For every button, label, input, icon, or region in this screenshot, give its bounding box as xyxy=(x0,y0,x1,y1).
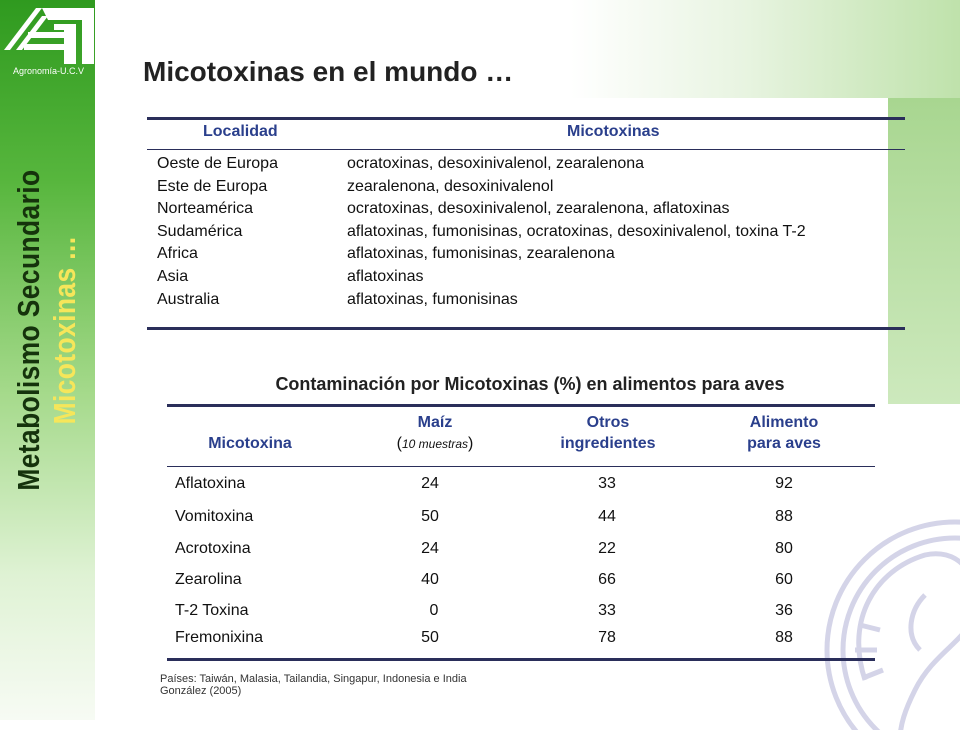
table2-row-name: Acrotoxina xyxy=(175,540,251,557)
sidebar-vertical-title xyxy=(2,120,92,540)
table2-cell-alimento: 80 xyxy=(775,540,793,557)
table2-cell-alimento: 88 xyxy=(775,508,793,525)
table2-row-name: Vomitoxina xyxy=(175,508,254,525)
table2-header-alimento-line2: para aves xyxy=(747,435,821,452)
table1-header-micotoxinas: Micotoxinas xyxy=(567,123,660,140)
table1-toxins: ocratoxinas, desoxinivalenol, zearalenona xyxy=(347,155,645,172)
university-emblem-watermark-icon xyxy=(805,500,960,730)
table2-header-micotoxina-label: Micotoxina xyxy=(208,435,292,452)
table2-cell-alimento: 92 xyxy=(775,475,793,492)
table2-cell-maiz: 0 xyxy=(429,602,439,619)
logo-caption: Agronomía-U.C.V xyxy=(12,66,85,76)
table2-header-otros-line2: ingredientes xyxy=(560,435,656,452)
sidebar-title-line2: Micotoxinas ... xyxy=(47,236,82,424)
table1-region: Norteamérica xyxy=(157,200,254,218)
table2-cell-otros: 78 xyxy=(598,629,616,646)
table1-region: Sudamérica xyxy=(157,222,243,240)
table2-note-citation: González (2005) xyxy=(160,685,242,697)
table1-top-rule xyxy=(147,117,905,120)
table1-toxins: zearalenona, desoxinivalenol xyxy=(347,177,554,195)
table2-top-rule xyxy=(167,404,875,407)
table2-title: Contaminación por Micotoxinas (%) en alimentos para aves xyxy=(275,374,785,394)
table1-toxins: aflatoxinas, fumonisinas, ocratoxinas, desoxinivalenol, toxina T-2 xyxy=(347,222,806,240)
table2-note-countries: Países: Taiwán, Malasia, Tailandia, Singapur, Indonesia e India xyxy=(160,673,467,685)
table2-cell-otros: 66 xyxy=(598,571,616,588)
table2-cell-maiz: 40 xyxy=(421,571,439,588)
table2-cell-alimento: 60 xyxy=(775,571,793,588)
table2-header-maiz-line2: (10 muestras) xyxy=(396,435,474,452)
table2-row-name: Zearolina xyxy=(175,571,242,588)
table1-region: Asia xyxy=(157,267,189,285)
sidebar xyxy=(0,0,95,720)
table2-cell-otros: 33 xyxy=(598,475,616,492)
table1-toxins: aflatoxinas xyxy=(347,267,424,285)
table1-region: Africa xyxy=(157,245,198,263)
table1-toxins: ocratoxinas, desoxinivalenol, zearalenona, aflatoxinas xyxy=(347,200,730,218)
table2-header-alimento-line1: Alimento xyxy=(749,414,819,431)
table2-cell-maiz: 50 xyxy=(421,629,439,646)
table2-row-name: T-2 Toxina xyxy=(175,602,249,619)
table2-cell-alimento: 36 xyxy=(775,602,793,619)
agronomia-logo-icon xyxy=(2,2,96,66)
table1-bottom-rule xyxy=(147,327,905,330)
table2-cell-maiz: 24 xyxy=(421,540,439,557)
table2-header-alimento xyxy=(724,412,844,454)
table2-header-micotoxina xyxy=(190,433,310,454)
table1-toxins: aflatoxinas, fumonisinas xyxy=(347,290,518,308)
table2-source-note xyxy=(160,673,467,697)
table1-region: Este de Europa xyxy=(157,177,268,195)
page-title: Micotoxinas en el mundo … xyxy=(143,56,514,87)
table2-cell-otros: 44 xyxy=(598,508,616,525)
table2-cell-otros: 22 xyxy=(598,540,616,557)
table2-header-otros xyxy=(548,412,668,454)
table2-cell-maiz: 24 xyxy=(421,475,439,492)
table2-cell-otros: 33 xyxy=(598,602,616,619)
table2-header-rule xyxy=(167,466,875,467)
table1-region-column xyxy=(157,153,278,311)
table2-cell-alimento: 88 xyxy=(775,629,793,646)
sidebar-title-line1: Metabolismo Secundario xyxy=(11,169,46,491)
table1-header-rule xyxy=(147,149,905,150)
table1-region: Australia xyxy=(157,290,220,308)
table2-header-maiz-line1: Maíz xyxy=(417,414,453,431)
table2-cell-maiz: 50 xyxy=(421,508,439,525)
table2-row-name: Fremonixina xyxy=(175,629,264,646)
table1-toxins: aflatoxinas, fumonisinas, zearalenona xyxy=(347,245,615,263)
table2-header-otros-line1: Otros xyxy=(586,414,630,431)
table2-bottom-rule xyxy=(167,658,875,661)
table1-region: Oeste de Europa xyxy=(157,155,278,172)
table2-header-maiz xyxy=(375,412,495,455)
table1-header-localidad: Localidad xyxy=(203,123,278,140)
table2-row-name: Aflatoxina xyxy=(175,475,246,492)
table1-toxins-column xyxy=(347,153,806,311)
table2-header-maiz-sample: 10 muestras xyxy=(401,437,469,451)
right-green-panel xyxy=(888,98,960,404)
